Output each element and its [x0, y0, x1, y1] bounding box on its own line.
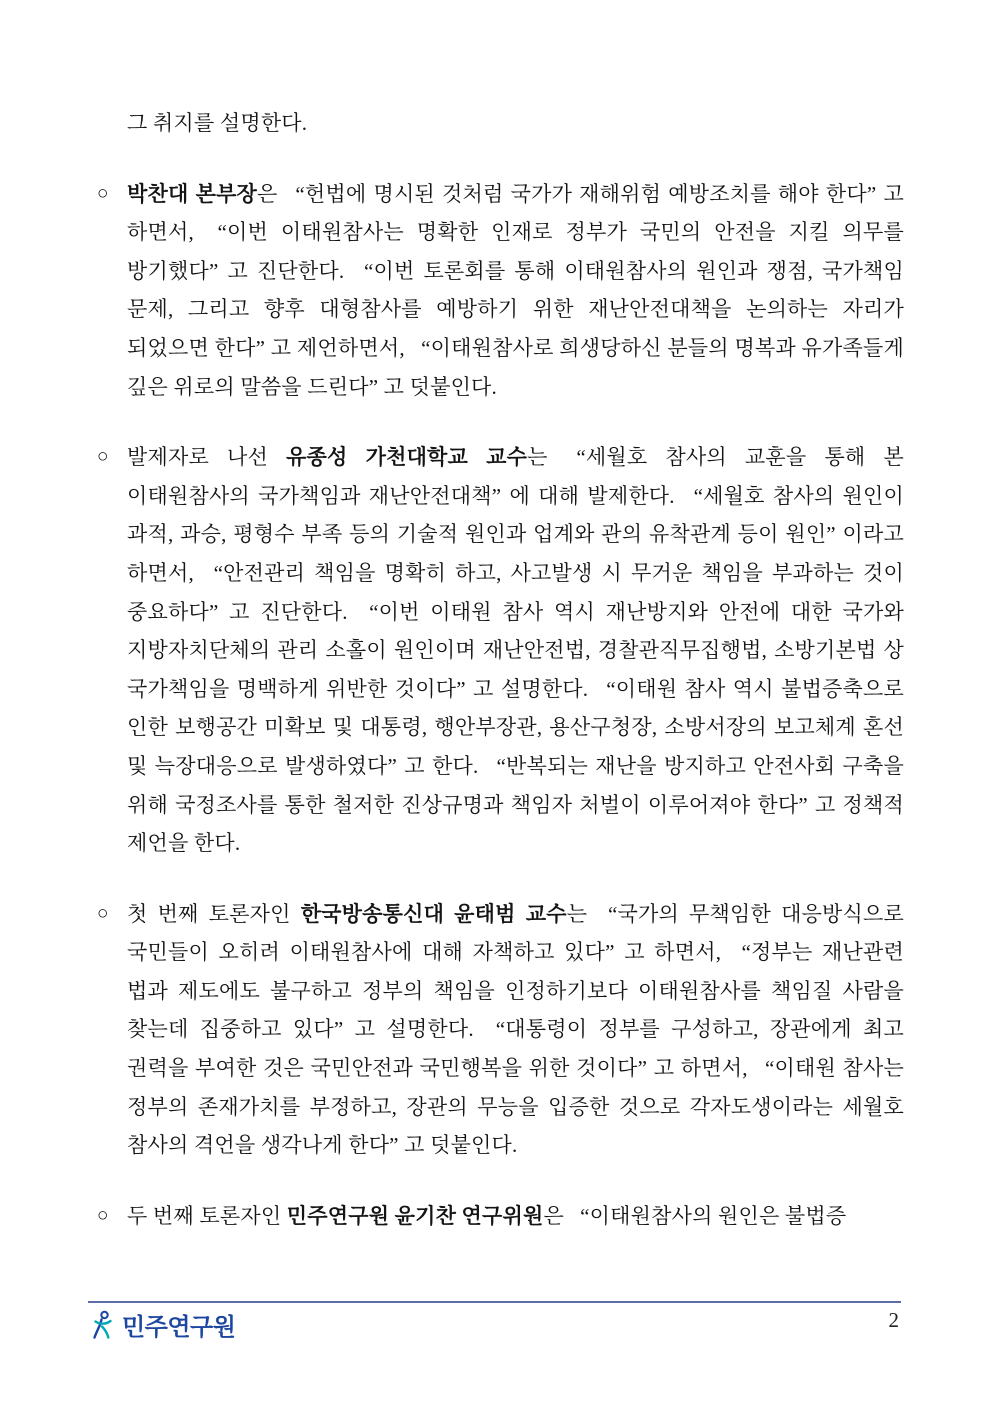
speaker-name: 한국방송통신대 윤태범 교수	[300, 901, 567, 926]
paragraph-rest: 는 “국가의 무책임한 대응방식으로 국민들이 오히려 이태원참사에 대해 자책하고 있다” 고 하면서, “정부는 재난관련 법과 제도에도 불구하고 정부의 책임을 인정하기보다 이태원참사를 책임질 사람을 찾는데 집중하고 있다” 고 설명한다. “대통령이 정부를 구성하고, 장관에게 최고 권력을 부여한 것은 국민안전과 국민행복을 위한 것이다” 고 하면서, “이태원 참사는 정부의 존재가치를 부정하고, 장관의 무능을 입증한 것으로 각자도생이라는 세월호 참사의 격언을 생각나게 한다” 고 덧붙인다.	[127, 901, 904, 1158]
paragraph-text	[127, 895, 904, 1165]
bullet-circle-icon: ○	[97, 1204, 109, 1226]
page-number: 2	[888, 1308, 899, 1332]
paragraph-yoon-taebeom	[97, 895, 904, 1165]
paragraph-lead: 그 취지를 설명한다.	[127, 111, 308, 135]
paragraph-rest: 은 “헌법에 명시된 것처럼 국가가 재해위험 예방조치를 해야 한다” 고 하면서, “이번 이태원참사는 명확한 인재로 정부가 국민의 안전을 지킬 의무를 방기했다” 고 진단한다. “이번 토론회를 통해 이태원참사의 원인과 쟁점, 국가책임 문제, 그리고 향후 대형참사를 예방하기 위한 재난안전대책을 논의하는 자리가 되었으면 한다” 고 제언하면서, “이태원참사로 희생당하신 분들의 명복과 유가족들게 깊은 위로의 말씀을 드린다” 고 덧붙인다.	[127, 181, 904, 399]
org-logo	[88, 1307, 235, 1342]
paragraph-lead: 두 번째 토론자인	[127, 1203, 287, 1228]
paragraph-text	[127, 1197, 904, 1236]
paragraph-park-chandae	[97, 175, 904, 407]
paragraph-lead: 첫 번째 토론자인	[127, 901, 301, 926]
bullet-circle-icon: ○	[97, 182, 109, 204]
paragraph-text	[127, 438, 904, 863]
paragraph-continuation	[97, 104, 904, 143]
speaker-name: 유종성 가천대학교 교수	[286, 445, 528, 470]
paragraph-yoon-kichan	[97, 1197, 904, 1236]
paragraph-lead: 발제자로 나선	[127, 445, 287, 470]
bullet-circle-icon: ○	[97, 446, 109, 468]
document-body	[97, 104, 904, 1235]
paragraph-text	[127, 104, 904, 143]
footer-row	[88, 1307, 901, 1342]
org-name: 민주연구원	[122, 1314, 236, 1341]
page-footer	[88, 1301, 901, 1342]
footer-divider	[88, 1301, 901, 1303]
bullet-circle-icon: ○	[97, 902, 109, 924]
speaker-name: 민주연구원 윤기찬 연구위원	[286, 1203, 544, 1228]
paragraph-text	[127, 175, 904, 407]
bullet-spacer	[97, 104, 127, 143]
paragraph-yoo-jongsung	[97, 438, 904, 863]
speaker-name: 박찬대 본부장	[127, 181, 258, 206]
paragraph-rest: 는 “세월호 참사의 교훈을 통해 본 이태원참사의 국가책임과 재난안전대책” 에 대해 발제한다. “세월호 참사의 원인이 과적, 과승, 평형수 부족 등의 기술적 원인과 업계와 관의 유착관계 등이 원인” 이라고 하면서, “안전관리 책임을 명확히 하고, 사고발생 시 무거운 책임을 부과하는 것이 중요하다” 고 진단한다. “이번 이태원 참사 역시 재난방지와 안전에 대한 국가와 지방자치단체의 관리 소홀이 원인이며 재난안전법, 경찰관직무집행법, 소방기본법 상 국가책임을 명백하게 위반한 것이다” 고 설명한다. “이태원 참사 역시 불법증축으로 인한 보행공간 미확보 및 대통령, 행안부장관, 용산구청장, 소방서장의 보고체계 혼선 및 늑장대응으로 발생하였다” 고 한다. “반복되는 재난을 방지하고 안전사회 구축을 위해 국정조사를 통한 철저한 진상규명과 책임자 처벌이 이루어져야 한다” 고 정책적 제언을 한다.	[127, 445, 904, 856]
logo-figure-icon	[88, 1309, 115, 1340]
paragraph-rest: 은 “이태원참사의 원인은 불법증	[543, 1203, 847, 1228]
